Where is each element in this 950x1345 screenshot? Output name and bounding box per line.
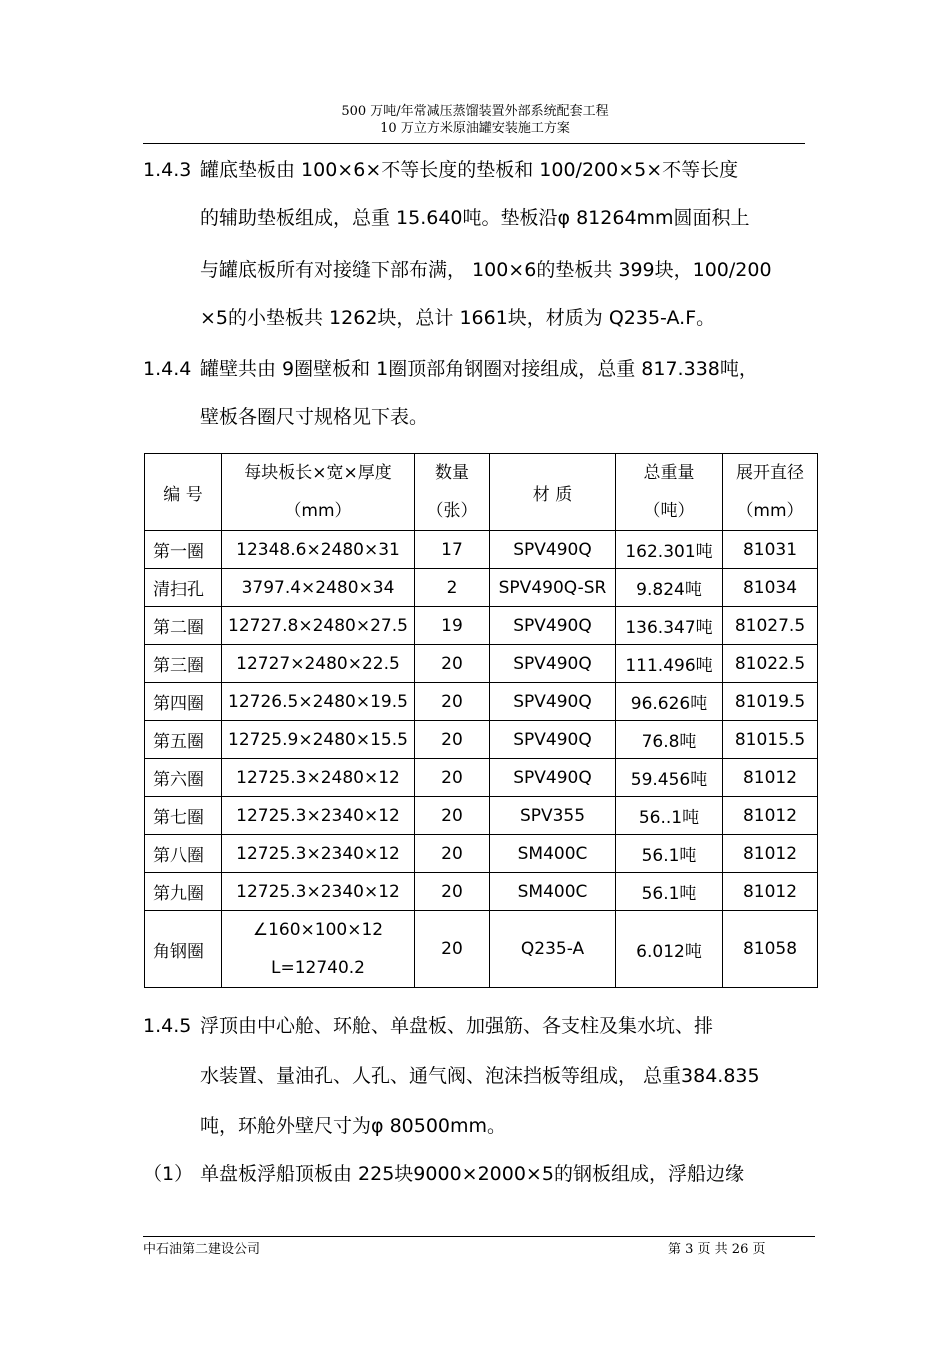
table-cell: SPV490Q-SR bbox=[490, 569, 616, 607]
header-cell-diameter: 展开直径 （mm） bbox=[723, 454, 818, 531]
table-cell: 12348.6×2480×31 bbox=[222, 531, 415, 569]
table-cell: ∠160×100×12 L=12740.2 bbox=[222, 911, 415, 988]
table-cell: 20 bbox=[415, 873, 490, 911]
table-cell: 第二圈 bbox=[145, 607, 222, 645]
page-header bbox=[0, 103, 950, 137]
table-cell: 81058 bbox=[723, 911, 818, 988]
table-cell: 59.456吨 bbox=[616, 759, 723, 797]
header-cell-weight: 总重量 （吨） bbox=[616, 454, 723, 531]
table-cell: SPV490Q bbox=[490, 607, 616, 645]
table-cell: SPV355 bbox=[490, 797, 616, 835]
table-cell: 81012 bbox=[723, 835, 818, 873]
section-number-1-4-3: 1.4.3 bbox=[143, 159, 192, 181]
table-cell: 第五圈 bbox=[145, 721, 222, 759]
header-divider bbox=[143, 143, 805, 144]
item-1-line: 单盘板浮船顶板由 225块9000×2000×5的钢板组成，浮船边缘 bbox=[200, 1163, 744, 1185]
table-cell: 12725.3×2340×12 bbox=[222, 835, 415, 873]
table-cell: 12725.9×2480×15.5 bbox=[222, 721, 415, 759]
table-cell: SPV490Q bbox=[490, 683, 616, 721]
table-row-angle-ring bbox=[145, 911, 818, 988]
table-cell: 19 bbox=[415, 607, 490, 645]
header-plan-title: 10 万立方米原油罐安装施工方案 bbox=[380, 121, 570, 136]
header-cell-quantity: 数量 （张） bbox=[415, 454, 490, 531]
table-cell: SM400C bbox=[490, 873, 616, 911]
item-number-1: （1） bbox=[143, 1163, 194, 1185]
table-cell: 56.1吨 bbox=[616, 835, 723, 873]
table-cell: 81012 bbox=[723, 873, 818, 911]
section-1-4-4-line-2: 壁板各圈尺寸规格见下表。 bbox=[200, 406, 429, 428]
table-cell: 20 bbox=[415, 797, 490, 835]
section-1-4-5-line-1: 浮顶由中心舱、环舱、单盘板、加强筋、各支柱及集水坑、排 bbox=[200, 1015, 714, 1037]
table-cell: 81012 bbox=[723, 759, 818, 797]
table-cell: 20 bbox=[415, 835, 490, 873]
table-cell: Q235-A bbox=[490, 911, 616, 988]
table-cell: 第九圈 bbox=[145, 873, 222, 911]
header-cell-number: 编 号 bbox=[145, 454, 222, 531]
table-cell: 162.301吨 bbox=[616, 531, 723, 569]
table-cell: SM400C bbox=[490, 835, 616, 873]
section-1-4-5-line-3: 吨，环舱外壁尺寸为φ 80500mm。 bbox=[200, 1115, 507, 1137]
table-cell: 清扫孔 bbox=[145, 569, 222, 607]
table-cell: 第七圈 bbox=[145, 797, 222, 835]
table-header-row bbox=[145, 454, 818, 531]
table-cell: SPV490Q bbox=[490, 759, 616, 797]
table-cell: 第八圈 bbox=[145, 835, 222, 873]
header-cell-material: 材 质 bbox=[490, 454, 616, 531]
header-project-title: 500 万吨/年常减压蒸馏装置外部系统配套工程 bbox=[341, 104, 609, 119]
header-cell-size: 每块板长×宽×厚度 （mm） bbox=[222, 454, 415, 531]
table-cell: 12725.3×2480×12 bbox=[222, 759, 415, 797]
table-cell: SPV490Q bbox=[490, 645, 616, 683]
table-row bbox=[145, 683, 818, 721]
table-row bbox=[145, 569, 818, 607]
table-cell: SPV490Q bbox=[490, 531, 616, 569]
table-cell: 96.626吨 bbox=[616, 683, 723, 721]
table-cell: 12725.3×2340×12 bbox=[222, 797, 415, 835]
table-row bbox=[145, 607, 818, 645]
table-cell: 12727.8×2480×27.5 bbox=[222, 607, 415, 645]
table-cell: 81015.5 bbox=[723, 721, 818, 759]
section-number-1-4-5: 1.4.5 bbox=[143, 1015, 192, 1037]
table-row bbox=[145, 759, 818, 797]
table-cell: 17 bbox=[415, 531, 490, 569]
table-row bbox=[145, 531, 818, 569]
table-row bbox=[145, 873, 818, 911]
table-cell: 56..1吨 bbox=[616, 797, 723, 835]
table-cell: 20 bbox=[415, 683, 490, 721]
footer-company: 中石油第二建设公司 bbox=[143, 1242, 261, 1257]
table-cell: 81019.5 bbox=[723, 683, 818, 721]
table-cell: 第三圈 bbox=[145, 645, 222, 683]
section-1-4-3-line-1: 罐底垫板由 100×6×不等长度的垫板和 100/200×5×不等长度 bbox=[200, 159, 739, 181]
table-cell: 20 bbox=[415, 759, 490, 797]
section-1-4-3-line-2: 的辅助垫板组成，总重 15.640吨。垫板沿φ 81264mm圆面积上 bbox=[200, 207, 750, 229]
section-1-4-4-line-1: 罐壁共由 9圈壁板和 1圈顶部角钢圈对接组成，总重 817.338吨， bbox=[200, 358, 758, 380]
table-row bbox=[145, 721, 818, 759]
wall-plate-spec-table bbox=[144, 453, 818, 988]
table-cell: 20 bbox=[415, 645, 490, 683]
footer-divider bbox=[143, 1236, 815, 1237]
section-1-4-3-line-4: ×5的小垫板共 1262块，总计 1661块，材质为 Q235-A.F。 bbox=[200, 307, 716, 329]
table-cell: 6.012吨 bbox=[616, 911, 723, 988]
section-1-4-3-line-3: 与罐底板所有对接缝下部布满， 100×6的垫板共 399块，100/200 bbox=[200, 259, 772, 281]
table-row bbox=[145, 835, 818, 873]
table-cell: 81022.5 bbox=[723, 645, 818, 683]
table-row bbox=[145, 645, 818, 683]
table-row bbox=[145, 797, 818, 835]
table-cell: 81027.5 bbox=[723, 607, 818, 645]
table-cell: 3797.4×2480×34 bbox=[222, 569, 415, 607]
table-cell: 12727×2480×22.5 bbox=[222, 645, 415, 683]
table-cell: 第六圈 bbox=[145, 759, 222, 797]
section-number-1-4-4: 1.4.4 bbox=[143, 358, 192, 380]
table-cell: 81012 bbox=[723, 797, 818, 835]
table-cell: 81034 bbox=[723, 569, 818, 607]
table-cell: 111.496吨 bbox=[616, 645, 723, 683]
table-cell: 第四圈 bbox=[145, 683, 222, 721]
table-cell: 20 bbox=[415, 721, 490, 759]
table-cell: 角钢圈 bbox=[145, 911, 222, 988]
table-cell: 136.347吨 bbox=[616, 607, 723, 645]
table-cell: 12726.5×2480×19.5 bbox=[222, 683, 415, 721]
section-1-4-5-line-2: 水装置、量油孔、人孔、通气阀、泡沫挡板等组成， 总重384.835 bbox=[200, 1065, 760, 1087]
table-cell: SPV490Q bbox=[490, 721, 616, 759]
table-cell: 9.824吨 bbox=[616, 569, 723, 607]
table-cell: 2 bbox=[415, 569, 490, 607]
table-cell: 76.8吨 bbox=[616, 721, 723, 759]
table-cell: 81031 bbox=[723, 531, 818, 569]
footer-page-number: 第 3 页 共 26 页 bbox=[668, 1242, 766, 1257]
table-cell: 第一圈 bbox=[145, 531, 222, 569]
table-cell: 12725.3×2340×12 bbox=[222, 873, 415, 911]
table-cell: 56.1吨 bbox=[616, 873, 723, 911]
table-cell: 20 bbox=[415, 911, 490, 988]
